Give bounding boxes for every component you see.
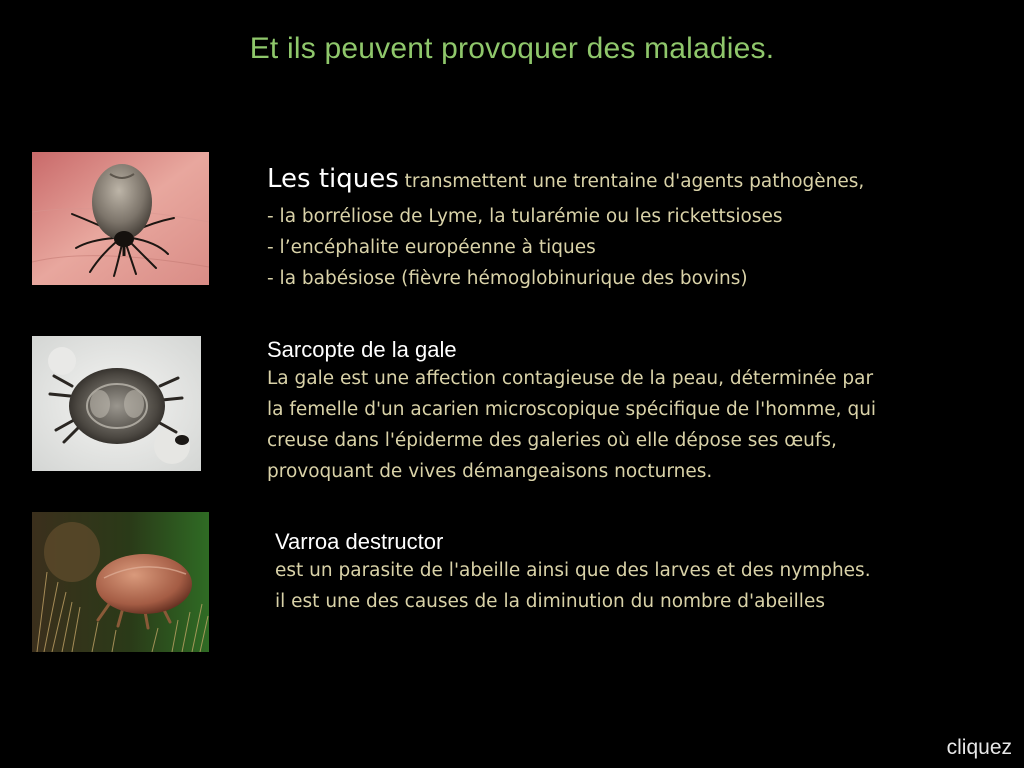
varroa-section: [275, 529, 975, 617]
ticks-section: [267, 160, 967, 294]
ticks-heading: Les tiques: [267, 164, 399, 194]
scabies-line: la femelle d'un acarien microscopique spécifique de l'homme, qui: [267, 399, 877, 420]
tick-photo: [32, 152, 209, 285]
ticks-item: - la babésiose (fièvre hémoglobinurique des bovins): [267, 268, 748, 289]
scabies-line: creuse dans l'épiderme des galeries où elle dépose ses œufs,: [267, 430, 837, 451]
varroa-line: est un parasite de l'abeille ainsi que des larves et des nymphes.: [275, 560, 871, 581]
sarcopte-photo: [32, 336, 201, 471]
ticks-intro: transmettent une trentaine d'agents pathogènes,: [404, 171, 865, 192]
next-link[interactable]: cliquez: [946, 736, 1012, 759]
scabies-heading: Sarcopte de la gale: [267, 337, 457, 362]
slide-title: Et ils peuvent provoquer des maladies.: [249, 32, 775, 65]
scabies-line: La gale est une affection contagieuse de la peau, déterminée par: [267, 368, 874, 389]
varroa-line: il est une des causes de la diminution du nombre d'abeilles: [275, 591, 825, 612]
ticks-item: - l’encéphalite européenne à tiques: [267, 237, 596, 258]
ticks-title-line: [267, 160, 967, 201]
varroa-heading: Varroa destructor: [275, 529, 444, 554]
varroa-photo: [32, 512, 209, 652]
scabies-line: provoquant de vives démangeaisons nocturnes.: [267, 461, 713, 482]
ticks-item: - la borréliose de Lyme, la tularémie ou les rickettsioses: [267, 206, 783, 227]
scabies-section: [267, 337, 967, 487]
